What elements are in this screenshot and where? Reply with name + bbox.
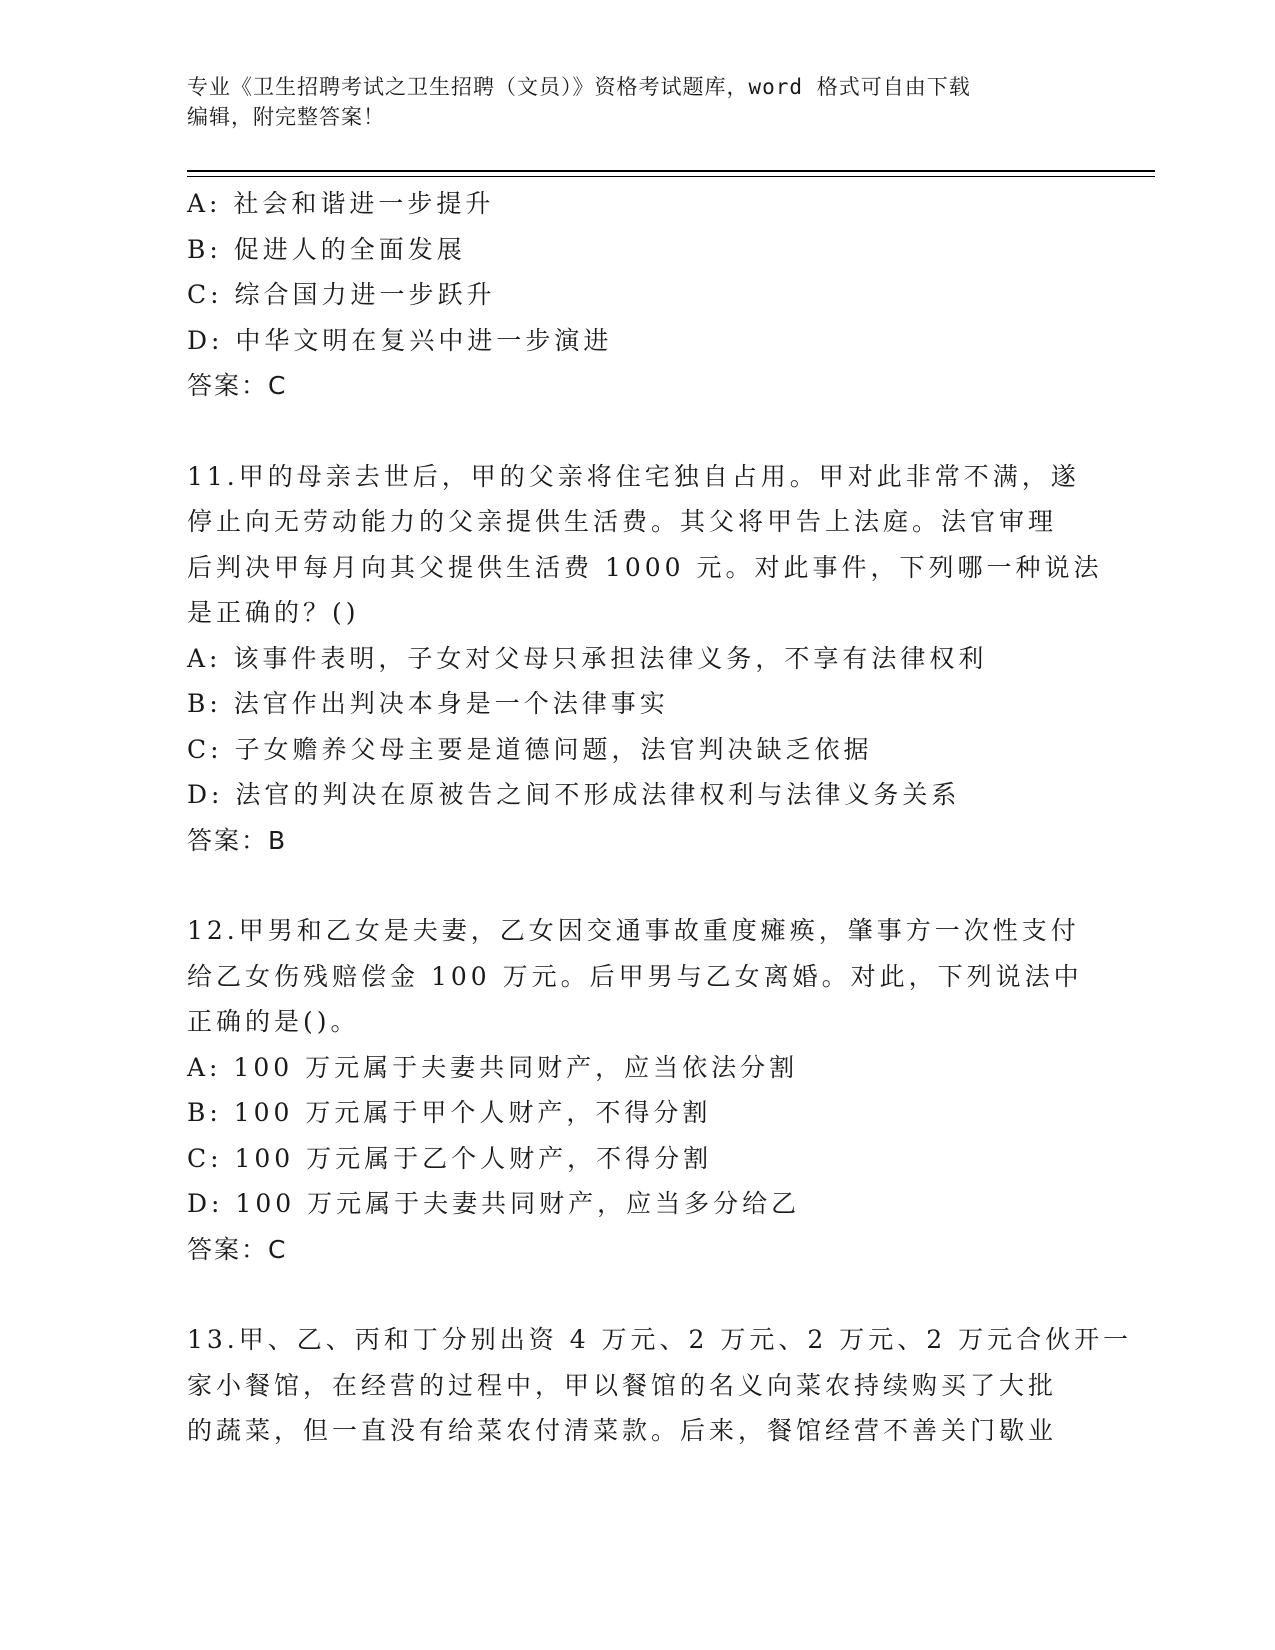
document-header — [187, 72, 1067, 132]
option-a: A: 社会和谐进一步提升 — [187, 189, 495, 218]
question-text-line: 的蔬菜，但一直没有给菜农付清菜款。后来，餐馆经营不善关门歇业 — [187, 1416, 1058, 1445]
option-c: C: 子女赡养父母主要是道德问题，法官判决缺乏依据 — [187, 734, 873, 764]
option-d: D: 法官的判决在原被告之间不形成法律权利与法律义务关系 — [187, 780, 961, 809]
answer: 答案：C — [187, 1234, 288, 1264]
question-text-line: 给乙女伤残赔偿金 100 万元。后甲男与乙女离婚。对此，下列说法中 — [187, 961, 1083, 991]
question-12-block — [187, 908, 1147, 1272]
question-text-line: 家小餐馆，在经营的过程中，甲以餐馆的名义向菜农持续购买了大批 — [187, 1370, 1058, 1400]
option-a: A: 100 万元属于夫妻共同财产，应当依法分割 — [187, 1052, 799, 1082]
option-b: B: 促进人的全面发展 — [187, 234, 466, 264]
header-divider — [187, 170, 1155, 177]
option-a: A: 该事件表明，子女对父母只承担法律义务，不享有法律权利 — [187, 643, 988, 673]
question-text-line: 12.甲男和乙女是夫妻，乙女因交通事故重度瘫痪，肇事方一次性支付 — [187, 916, 1080, 945]
question-text-line: 正确的是()。 — [187, 1007, 360, 1036]
question-text-line: 停止向无劳动能力的父亲提供生活费。其父将甲告上法庭。法官审理 — [187, 507, 1058, 536]
question-text-line: 后判决甲每月向其父提供生活费 1000 元。对此事件，下列哪一种说法 — [187, 552, 1103, 582]
header-line-2: 编辑，附完整答案！ — [187, 105, 385, 129]
header-line-1: 专业《卫生招聘考试之卫生招聘（文员）》资格考试题库，word 格式可自由下载 — [187, 75, 971, 99]
option-c: C: 综合国力进一步跃升 — [187, 280, 496, 309]
question-10-block — [187, 181, 1147, 409]
question-text-line: 11.甲的母亲去世后，甲的父亲将住宅独自占用。甲对此非常不满，遂 — [187, 461, 1080, 491]
question-text-line: 是正确的？() — [187, 598, 360, 627]
answer: 答案：B — [187, 825, 288, 855]
question-11-block — [187, 454, 1147, 864]
option-d: D: 100 万元属于夫妻共同财产，应当多分给乙 — [187, 1189, 801, 1218]
answer: 答案：C — [187, 371, 288, 400]
option-b: B: 法官作出判决本身是一个法律事实 — [187, 689, 669, 718]
option-c: C: 100 万元属于乙个人财产，不得分割 — [187, 1143, 713, 1173]
option-d: D: 中华文明在复兴中进一步演进 — [187, 325, 613, 355]
question-text-line: 13.甲、乙、丙和丁分别出资 4 万元、2 万元、2 万元、2 万元合伙开一 — [187, 1325, 1133, 1354]
document-page — [187, 72, 1147, 1454]
option-b: B: 100 万元属于甲个人财产，不得分割 — [187, 1098, 712, 1127]
question-13-block — [187, 1317, 1147, 1454]
